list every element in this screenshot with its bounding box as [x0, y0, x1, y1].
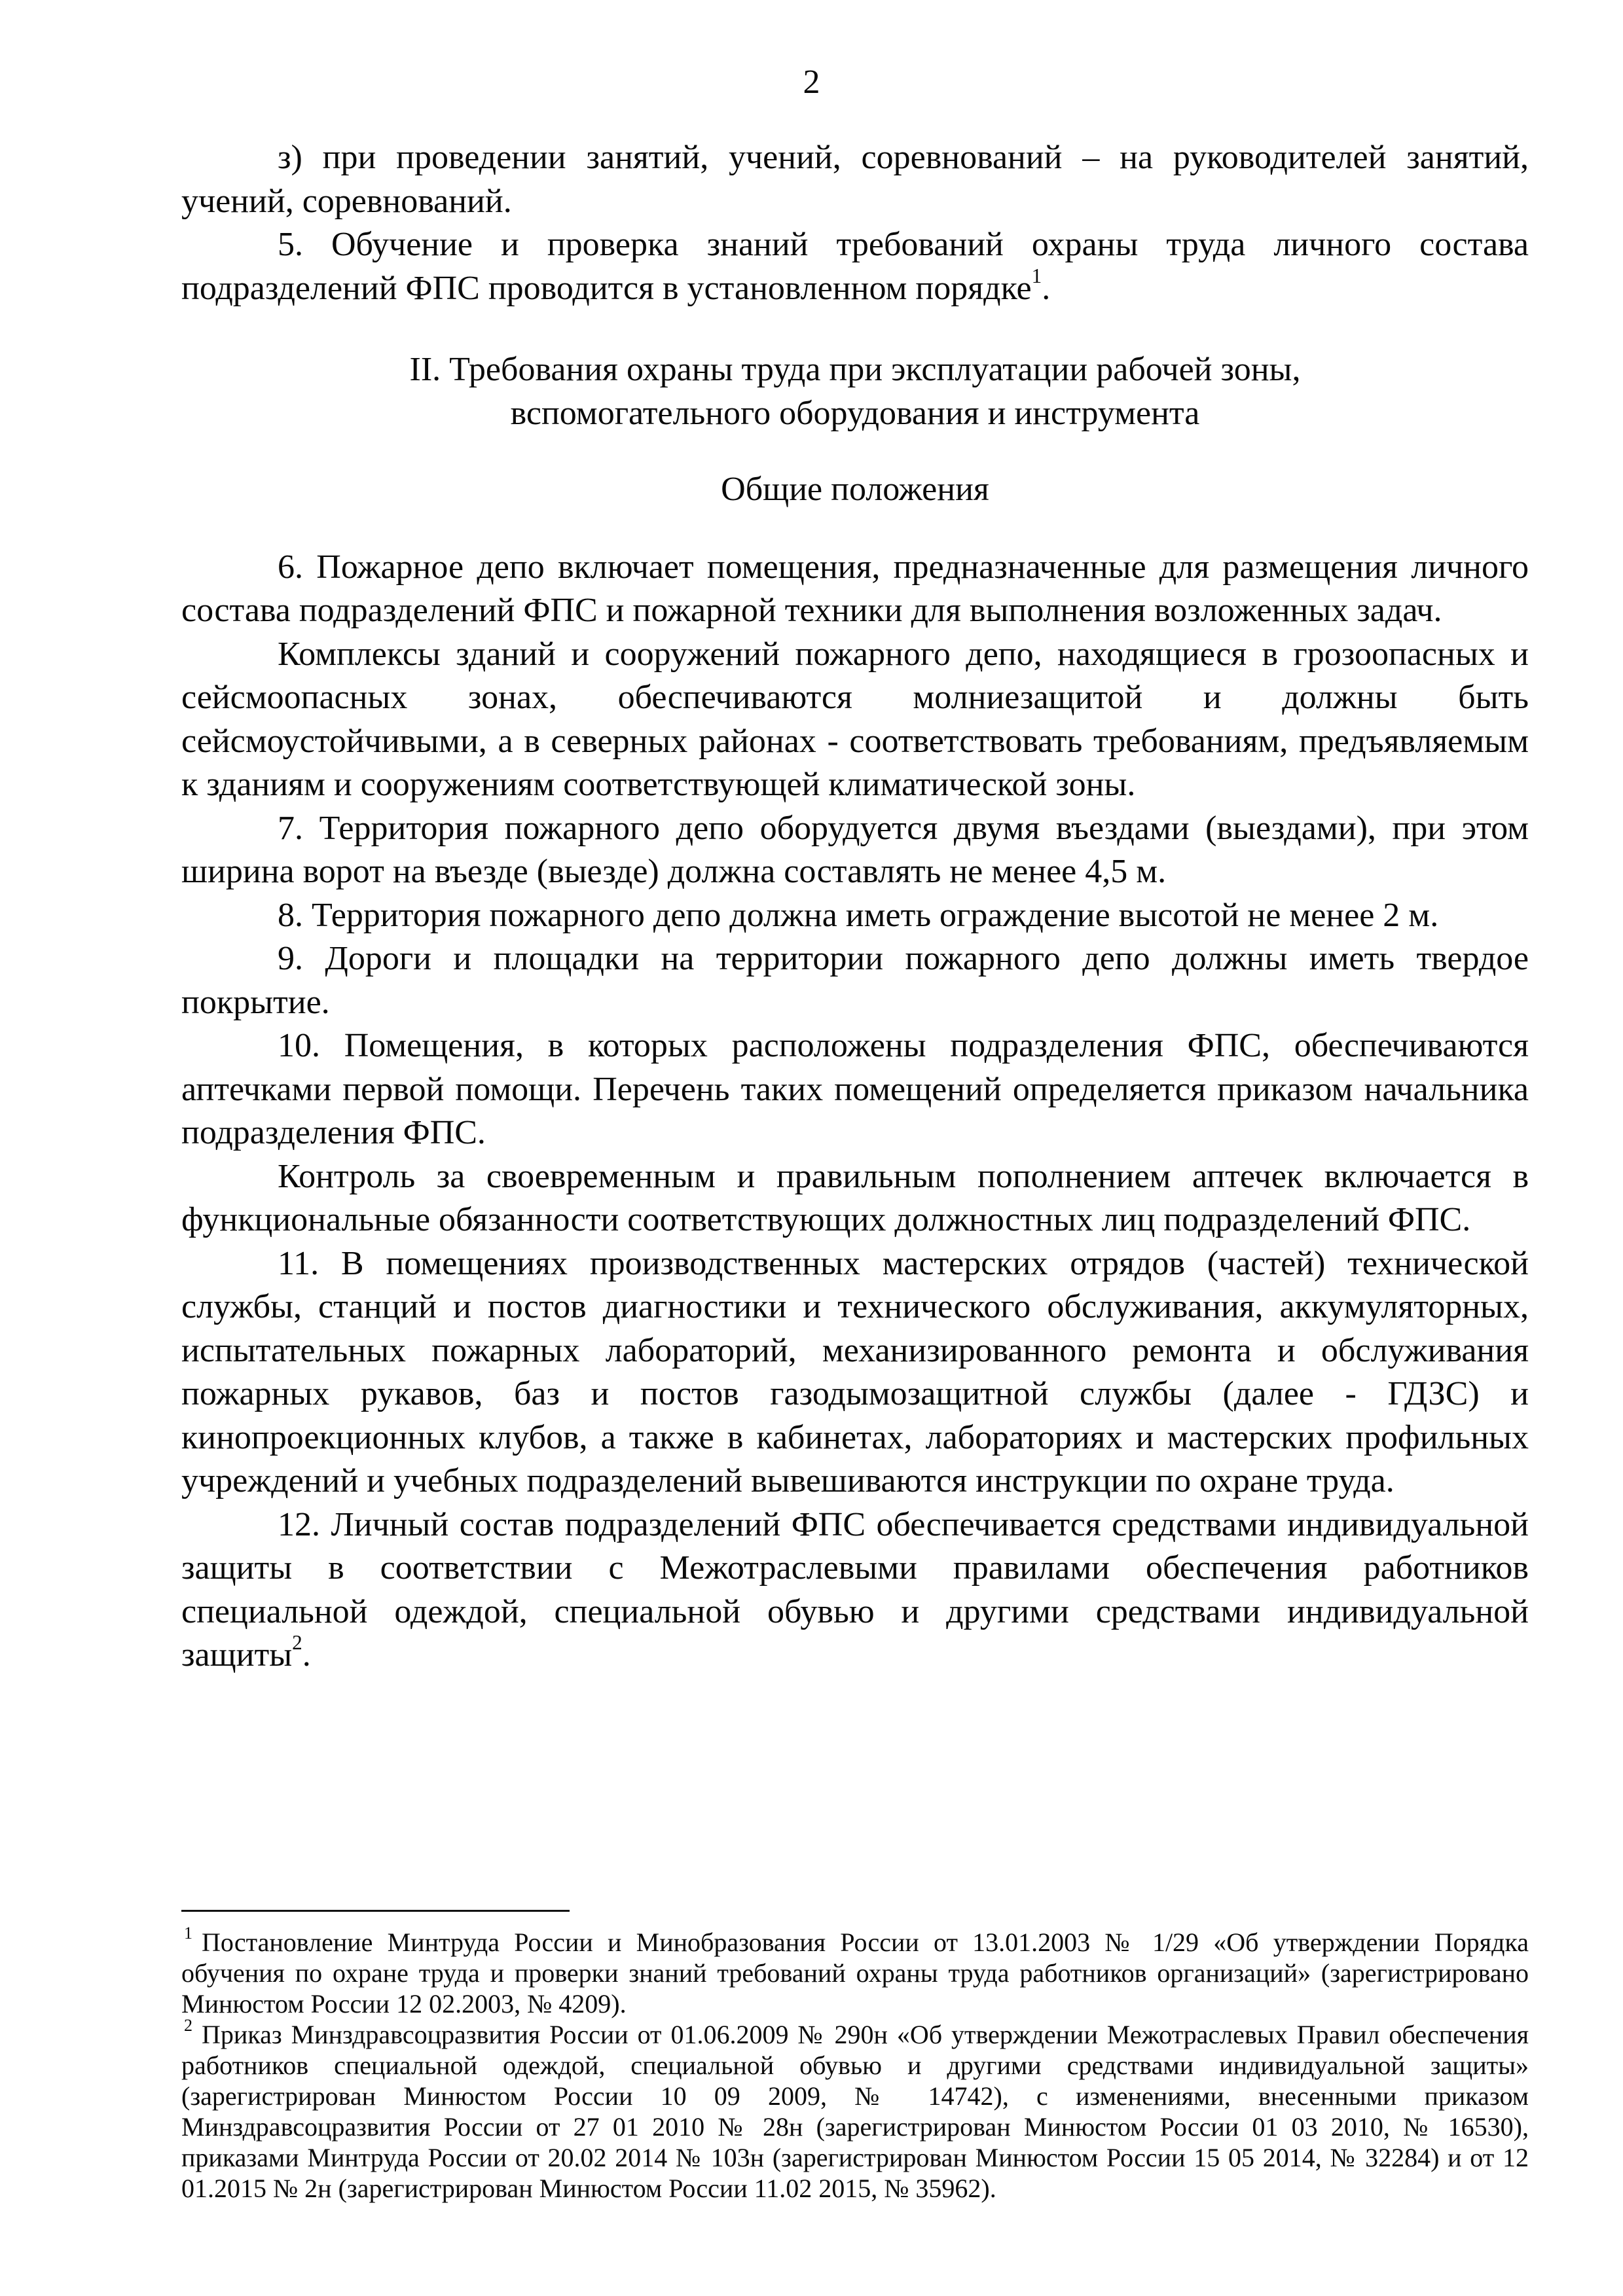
footnote-mark: 1	[184, 1923, 192, 1943]
subsection-heading: Общие положения	[721, 471, 989, 508]
item-5-end: .	[1042, 269, 1051, 307]
footnote-separator	[181, 1910, 570, 1912]
footnote-mark: 2	[184, 2015, 192, 2035]
paragraph-item-11: 11. В помещениях производственных мастерских отрядов (частей) технической службы, станций и постов диагностики и технического обслуживания, аккумуляторных, испытательных пожарных лабораторий, механизированного ремонта и обслуживания пожарных рукавов, баз и постов газодымозащитной службы (далее - ГДЗС) и кинопроекционных клубов, а также в кабинетах, лабораториях и мастерских профильных учреждений и учебных подразделений вывешиваются инструкции по охране труда.	[181, 1244, 1529, 1499]
item-12-text: 12. Личный состав подразделений ФПС обеспечивается средствами индивидуальной защиты в соответствии с Межотраслевыми правилами обеспечения работников специальной одеждой, специальной обувью и другими средствами индивидуальной защиты	[181, 1505, 1529, 1674]
item-12-end: .	[302, 1636, 311, 1674]
paragraph-item-10-continued: Контроль за своевременным и правильным пополнением аптечек включается в функциональные обязанности соответствующих должностных лиц подразделений ФПС.	[181, 1157, 1529, 1238]
footnote-ref-2: 2	[292, 1631, 302, 1655]
footnote-text: Приказ Минздравсоцразвития России от 01.06.2009 № 290н «Об утверждении Межотраслевых Правил обеспечения работников специальной одеждой, специальной обувью и другими средствами индивидуальной защиты» (зарегистрирован Минюстом России 10 09 2009, № 14742), с изменениями, внесенными приказом Минздравсоцразвития России от 27 01 2010 № 28н (зарегистрирован Минюстом России 01 03 2010, № 16530), приказами Минтруда России от 20.02 2014 № 103н (зарегистрирован Минюстом России 15 05 2014, № 32284) и от 12 01.2015 № 2н (зарегистрирован Минюстом России 11.02 2015, № 35962).	[181, 2020, 1529, 2203]
paragraph-item-7: 7. Территория пожарного депо оборудуется двумя въездами (выездами), при этом ширина ворот на въезде (выезде) должна составлять не менее 4,5 м.	[181, 809, 1529, 890]
section-heading-line-2: вспомогательного оборудования и инструмента	[510, 394, 1200, 432]
section-heading	[181, 348, 1529, 435]
footnote-2	[181, 2015, 1529, 2204]
page-number: 2	[803, 63, 820, 101]
paragraph-item-6-continued: Комплексы зданий и сооружений пожарного депо, находящиеся в грозоопасных и сейсмоопасных зонах, обеспечиваются молниезащитой и должны быть сейсмоустойчивыми, а в северных районах - соответствовать требованиям, предъявляемым к зданиям и сооружениям соответствующей климатической зоны.	[181, 635, 1529, 803]
paragraph-item-9: 9. Дороги и площадки на территории пожарного депо должны иметь твердое покрытие.	[181, 940, 1529, 1021]
paragraph-item-12	[181, 1503, 1529, 1677]
paragraph-item-z: з) при проведении занятий, учений, соревнований – на руководителей занятий, учений, соревнований.	[181, 139, 1529, 220]
document-body	[181, 136, 1529, 1677]
paragraph-item-5	[181, 223, 1529, 310]
footnotes	[181, 1923, 1529, 2204]
footnote-ref-1: 1	[1031, 264, 1042, 287]
paragraph-item-10: 10. Помещения, в которых расположены подразделения ФПС, обеспечиваются аптечками первой помощи. Перечень таких помещений определяется приказом начальника подразделения ФПС.	[181, 1027, 1529, 1151]
section-heading-line-1: II. Требования охраны труда при эксплуатации рабочей зоны,	[409, 351, 1301, 388]
footnote-text: Постановление Минтруда России и Минобразования России от 13.01.2003 № 1/29 «Об утверждении Порядка обучения по охране труда и проверки знаний требований охраны труда работников организаций» (зарегистрировано Минюстом России 12 02.2003, № 4209).	[181, 1928, 1529, 2018]
item-5-text: 5. Обучение и проверка знаний требований охраны труда личного состава подразделений ФПС проводится в установленном порядке	[181, 226, 1529, 307]
paragraph-item-8: 8. Территория пожарного депо должна иметь ограждение высотой не менее 2 м.	[278, 896, 1439, 934]
footnote-1	[181, 1923, 1529, 2019]
paragraph-item-6: 6. Пожарное депо включает помещения, предназначенные для размещения личного состава подразделений ФПС и пожарной техники для выполнения возложенных задач.	[181, 548, 1529, 629]
